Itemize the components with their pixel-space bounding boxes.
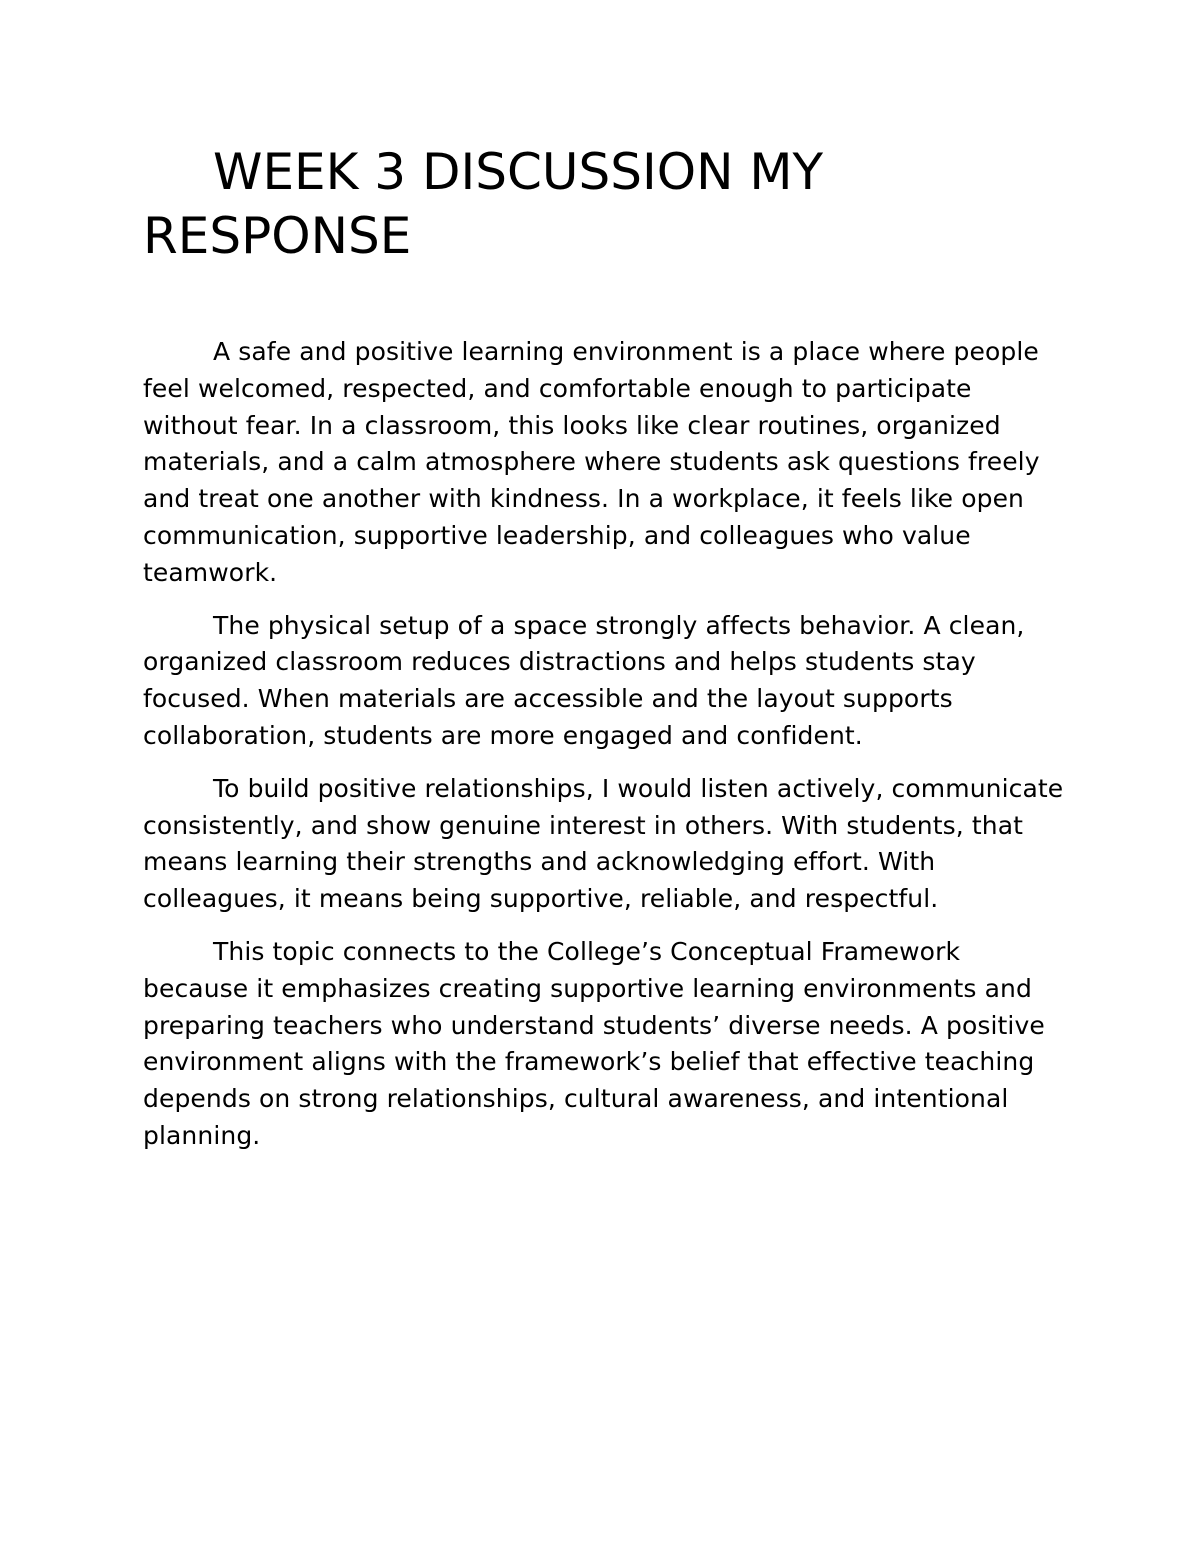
document-title: WEEK 3 DISCUSSION MY RESPONSE xyxy=(143,143,824,265)
document-body xyxy=(143,334,1073,1155)
paragraph-learning-environment: A safe and positive learning environment is a place where people feel welcomed, respected, and comfortable enough to participate without fear. In a classroom, this looks like clear routines, organized materials, and a calm atmosphere where students ask questions freely and treat one another with kindness. In a workplace, it feels like open communication, supportive leadership, and colleagues who value teamwork. xyxy=(143,337,1040,587)
paragraph-physical-setup: The physical setup of a space strongly affects behavior. A clean, organized classroom reduces distractions and helps students stay focused. When materials are accessible and the layout supports collaboration, students are more engaged and confident. xyxy=(143,610,1025,750)
paragraph-conceptual-framework: This topic connects to the College’s Conceptual Framework because it emphasizes creating supportive learning environments and preparing teachers who understand students’ diverse needs. A positive environment aligns with the framework’s belief that effective teaching depends on strong relationships, cultural awareness, and intentional planning. xyxy=(143,936,1045,1150)
document-content xyxy=(143,140,1073,1171)
paragraph-relationships: To build positive relationships, I would listen actively, communicate consistently, and show genuine interest in others. With students, that means learning their strengths and acknowledging effort. With colleagues, it means being supportive, reliable, and respectful. xyxy=(143,773,1064,914)
